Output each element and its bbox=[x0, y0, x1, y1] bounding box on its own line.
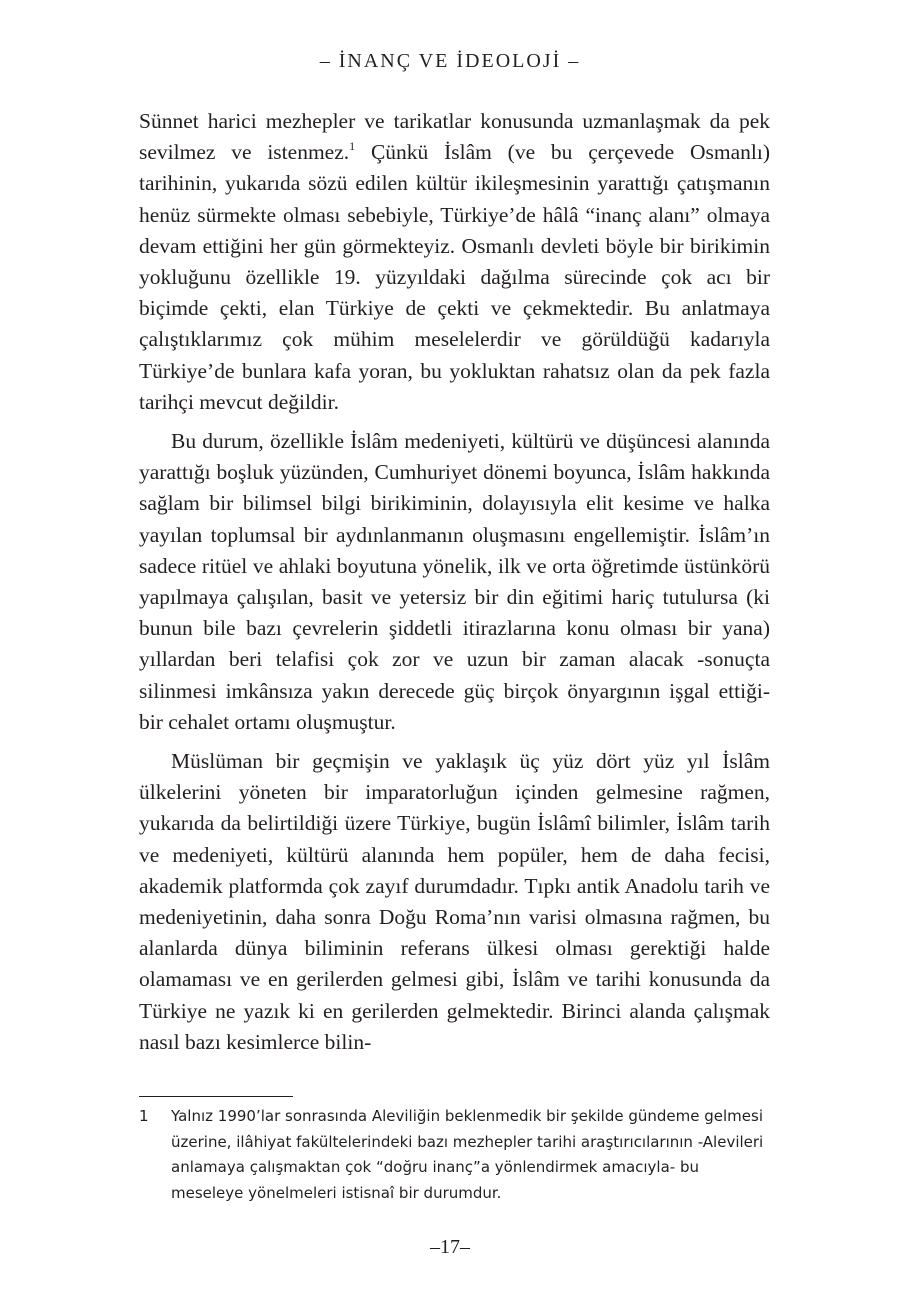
footnote-number: 1 bbox=[139, 1107, 149, 1125]
paragraph-3: Müslüman bir geçmişin ve yaklaşık üç yüz dört yüz yıl İslâm ülkelerini yöneten bir imparatorluğun içinden gelmesine rağmen, yukarıda da belirtildiği üzere Türkiye, bugün İslâmî bilimler, İslâm tarih ve medeniyeti, kültürü alanında hem popüler, hem de daha fecisi, akademik platformda çok zayıf durumdadır. Tıpkı antik Anadolu tarih ve medeniyetinin, daha sonra Doğu Roma’nın varisi olmasına rağmen, bu alanlarda dünya biliminin referans ülkesi olması gerektiği halde olamaması ve en gerilerden gelmesi gibi, İslâm ve tarihi konusunda da Türkiye ne yazık ki en gerilerden gelmektedir. Birinci alanda çalışmak nasıl bazı kesimlerce bilin- bbox=[139, 749, 770, 1054]
footnote bbox=[139, 1104, 770, 1206]
paragraph-1-text-after-note: Çünkü İslâm (ve bu çerçevede Osmanlı) tarihinin, yukarıda sözü edilen kültür ikileşmesinin yarattığı çatışmanın henüz sürmekte olması sebebiyle, Türkiye’de hâlâ “inanç alanı” olmaya devam ettiğini her gün görmekteyiz. Osmanlı devleti böyle bir birikimin yokluğunu özellikle 19. yüzyıldaki dağılma sürecinde çok acı bir biçimde çekti, elan Türkiye de çekti ve çekmektedir. Bu anlatmaya çalıştıklarımız çok mühim meselelerdir ve görüldüğü kadarıyla Türkiye’de bunlara kafa yoran, bu yokluktan rahatsız olan da pek fazla tarihçi mevcut değildir. bbox=[139, 140, 770, 414]
paragraph-1 bbox=[139, 106, 770, 418]
paragraph-2: Bu durum, özellikle İslâm medeniyeti, kültürü ve düşüncesi alanında yarattığı boşluk yüzünden, Cumhuriyet dönemi boyunca, İslâm hakkında sağlam bir bilimsel bilgi birikiminin, dolayısıyla elit kesime ve halka yayılan toplumsal bir aydınlanmanın oluşmasını engellemiştir. İslâm’ın sadece ritüel ve ahlaki boyutuna yönelik, ilk ve orta öğretimde üstünkörü yapılmaya çalışılan, basit ve yetersiz bir din eğitimi hariç tutulursa (ki bunun bile bazı çevrelerin şiddetli itirazlarına konu olması bir yana) yıllardan beri telafisi çok zor ve uzun bir zaman alacak -sonuçta silinmesi imkânsıza yakın derecede güç birçok önyargının işgal ettiği- bir cehalet ortamı oluşmuştur. bbox=[139, 429, 770, 734]
body-text bbox=[139, 106, 770, 1066]
paragraph-1-text-before-note: Sünnet harici mezhepler ve tarikatlar konusunda uzmanlaşmak da pek sevilmez ve istenmez. bbox=[139, 109, 770, 165]
running-header: – İNANÇ VE İDEOLOJİ – bbox=[319, 50, 581, 72]
footnote-reference: 1 bbox=[349, 139, 356, 154]
page-number: –17– bbox=[430, 1236, 470, 1258]
footnote-separator bbox=[139, 1096, 293, 1097]
footnote-text: Yalnız 1990’lar sonrasında Aleviliğin beklenmedik bir şekilde gündeme gelmesi üzerine, ilâhiyat fakültelerindeki bazı mezhepler tarihi araştırıcılarının -Alevileri anlamaya çalışmaktan çok “doğru inanç”a yönlendirmek amacıyla- bu meseleye yönelmeleri istisnaî bir durumdur. bbox=[171, 1107, 764, 1202]
